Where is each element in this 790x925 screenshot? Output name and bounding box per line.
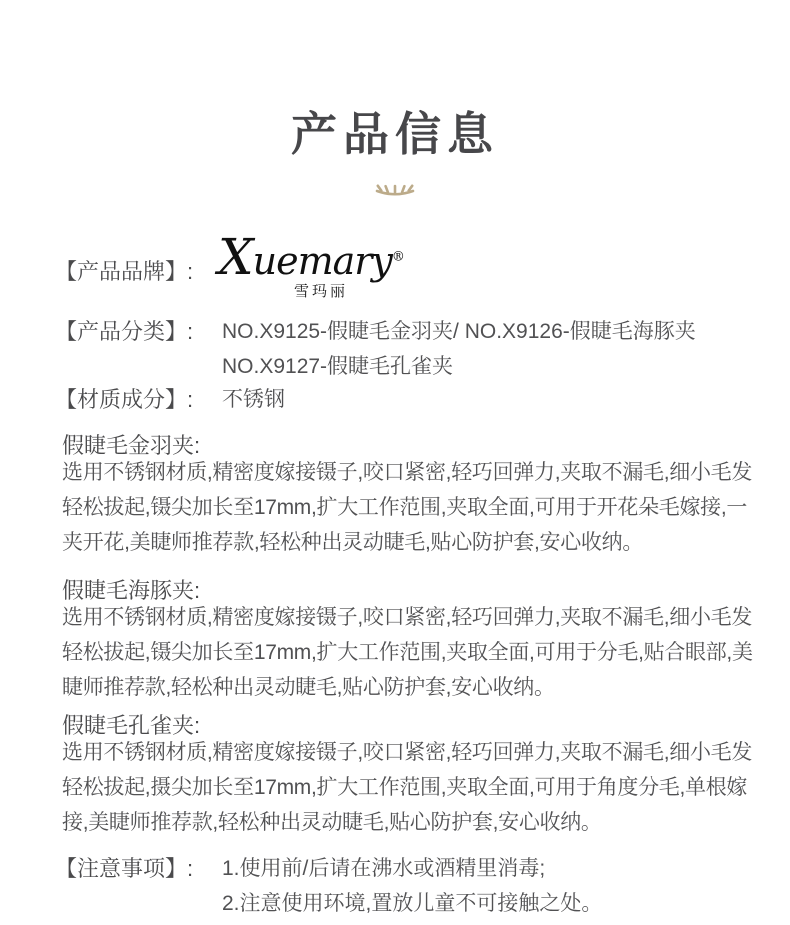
body-line: 选用不锈钢材质,精密度嫁接镊子,咬口紧密,轻巧回弹力,夹取不漏毛,细小毛发: [62, 741, 753, 764]
body-line: 轻松拔起,摄尖加长至17mm,扩大工作范围,夹取全面,可用于角度分毛,单根嫁: [62, 776, 748, 799]
brand-logo: [218, 228, 405, 301]
brand-logo-name: [218, 228, 405, 286]
category-value-line2: NO.X9127-假睫毛孔雀夹: [222, 355, 454, 378]
body-line: 接,美睫师推荐款,轻松种出灵动睫毛,贴心防护套,安心收纳。: [62, 811, 602, 834]
body-line: 轻松拔起,镊尖加长至17mm,扩大工作范围,夹取全面,可用于开花朵毛嫁接,一: [62, 496, 748, 519]
section-body-dolphin: [62, 600, 753, 705]
brand-name-text: Xuemary: [218, 228, 392, 286]
note-item-2: 2.注意使用环境,置放儿童不可接触之处。: [222, 892, 603, 915]
section-body-gold-feather: [62, 455, 752, 560]
material-label: 【材质成分】:: [55, 387, 194, 412]
body-line: 选用不锈钢材质,精密度嫁接镊子,咬口紧密,轻巧回弹力,夹取不漏毛,细小毛发: [62, 461, 753, 484]
brand-label: 【产品品牌】:: [55, 259, 194, 284]
category-value-line1: NO.X9125-假睫毛金羽夹/ NO.X9126-假睫毛海豚夹: [222, 320, 696, 343]
page-title: 产品信息: [291, 108, 499, 160]
section-heading-peacock: 假睫毛孔雀夹:: [62, 713, 201, 738]
registered-trademark-icon: ®: [391, 249, 405, 265]
body-line: 选用不锈钢材质,精密度嫁接镊子,咬口紧密,轻巧回弹力,夹取不漏毛,细小毛发: [62, 606, 753, 629]
closed-eye-lash-icon: [373, 179, 417, 199]
body-line: 夹开花,美睫师推荐款,轻松种出灵动睫毛,贴心防护套,安心收纳。: [62, 531, 644, 554]
material-value: 不锈钢: [222, 388, 285, 411]
body-line: 轻松拔起,镊尖加长至17mm,扩大工作范围,夹取全面,可用于分毛,贴合眼部,美: [62, 641, 753, 664]
eyelash-divider: [0, 179, 790, 199]
section-body-peacock: [62, 735, 752, 840]
section-heading-gold-feather: 假睫毛金羽夹:: [62, 433, 201, 458]
notes-label: 【注意事项】:: [55, 856, 194, 881]
note-item-1: 1.使用前/后请在沸水或酒精里消毒;: [222, 857, 546, 880]
category-label: 【产品分类】:: [55, 319, 194, 344]
brand-logo-chinese: 雪玛丽: [293, 282, 348, 300]
body-line: 睫师推荐款,轻松种出灵动睫毛,贴心防护套,安心收纳。: [62, 676, 555, 699]
section-heading-dolphin: 假睫毛海豚夹:: [62, 578, 201, 603]
